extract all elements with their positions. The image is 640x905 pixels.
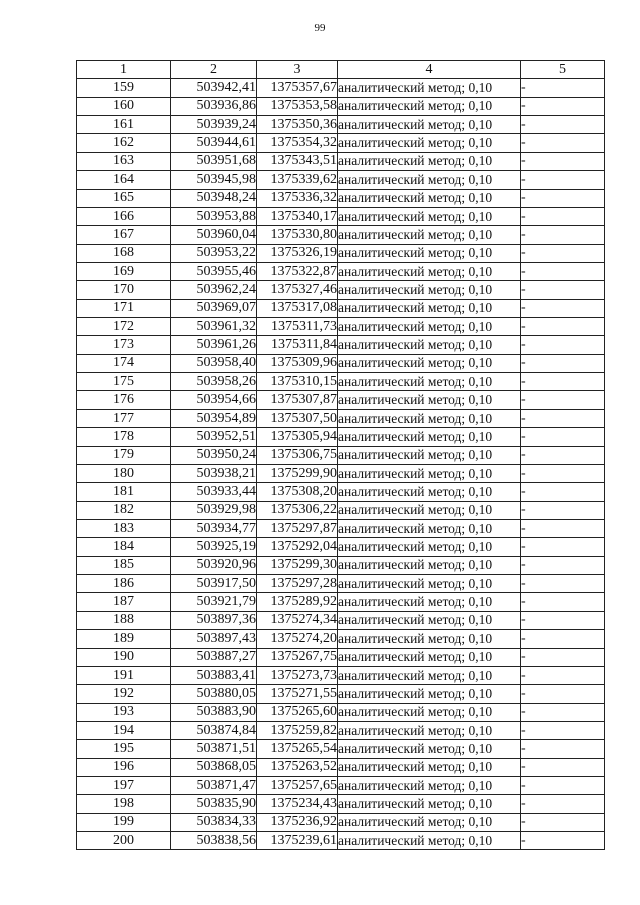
y-coordinate-cell: 1375299,30 xyxy=(257,556,338,574)
y-coordinate-cell: 1375326,19 xyxy=(257,244,338,262)
x-coordinate-cell: 503961,32 xyxy=(171,318,257,336)
note-cell: - xyxy=(521,354,605,372)
note-cell: - xyxy=(521,97,605,115)
note-cell: - xyxy=(521,611,605,629)
point-number-cell: 187 xyxy=(77,593,171,611)
x-coordinate-cell: 503962,24 xyxy=(171,281,257,299)
y-coordinate-cell: 1375265,54 xyxy=(257,740,338,758)
note-cell: - xyxy=(521,391,605,409)
point-number-cell: 167 xyxy=(77,226,171,244)
point-number-cell: 192 xyxy=(77,685,171,703)
point-number-cell: 165 xyxy=(77,189,171,207)
table-row xyxy=(77,134,605,152)
y-coordinate-cell: 1375311,84 xyxy=(257,336,338,354)
note-cell: - xyxy=(521,666,605,684)
note-cell: - xyxy=(521,630,605,648)
note-cell: - xyxy=(521,703,605,721)
method-cell: аналитический метод; 0,10 xyxy=(338,593,521,611)
table-row xyxy=(77,832,605,850)
point-number-cell: 181 xyxy=(77,483,171,501)
y-coordinate-cell: 1375234,43 xyxy=(257,795,338,813)
x-coordinate-cell: 503874,84 xyxy=(171,721,257,739)
point-number-cell: 190 xyxy=(77,648,171,666)
point-number-cell: 185 xyxy=(77,556,171,574)
x-coordinate-cell: 503897,43 xyxy=(171,630,257,648)
y-coordinate-cell: 1375239,61 xyxy=(257,832,338,850)
table-row xyxy=(77,446,605,464)
table-row xyxy=(77,501,605,519)
point-number-cell: 196 xyxy=(77,758,171,776)
method-cell: аналитический метод; 0,10 xyxy=(338,336,521,354)
table-row xyxy=(77,244,605,262)
method-cell: аналитический метод; 0,10 xyxy=(338,740,521,758)
method-cell: аналитический метод; 0,10 xyxy=(338,721,521,739)
y-coordinate-cell: 1375265,60 xyxy=(257,703,338,721)
method-cell: аналитический метод; 0,10 xyxy=(338,281,521,299)
x-coordinate-cell: 503958,26 xyxy=(171,373,257,391)
x-coordinate-cell: 503939,24 xyxy=(171,116,257,134)
y-coordinate-cell: 1375330,80 xyxy=(257,226,338,244)
point-number-cell: 199 xyxy=(77,813,171,831)
table-row xyxy=(77,740,605,758)
note-cell: - xyxy=(521,777,605,795)
note-cell: - xyxy=(521,446,605,464)
point-number-cell: 198 xyxy=(77,795,171,813)
table-row xyxy=(77,777,605,795)
table-row xyxy=(77,538,605,556)
table-row xyxy=(77,171,605,189)
point-number-cell: 162 xyxy=(77,134,171,152)
y-coordinate-cell: 1375274,34 xyxy=(257,611,338,629)
x-coordinate-cell: 503942,41 xyxy=(171,79,257,97)
y-coordinate-cell: 1375292,04 xyxy=(257,538,338,556)
x-coordinate-cell: 503948,24 xyxy=(171,189,257,207)
note-cell: - xyxy=(521,171,605,189)
note-cell: - xyxy=(521,832,605,850)
note-cell: - xyxy=(521,244,605,262)
point-number-cell: 180 xyxy=(77,464,171,482)
y-coordinate-cell: 1375354,32 xyxy=(257,134,338,152)
table-row xyxy=(77,813,605,831)
table-row xyxy=(77,685,605,703)
point-number-cell: 169 xyxy=(77,262,171,280)
table-row xyxy=(77,262,605,280)
note-cell: - xyxy=(521,538,605,556)
y-coordinate-cell: 1375317,08 xyxy=(257,299,338,317)
y-coordinate-cell: 1375306,22 xyxy=(257,501,338,519)
point-number-cell: 172 xyxy=(77,318,171,336)
point-number-cell: 194 xyxy=(77,721,171,739)
point-number-cell: 179 xyxy=(77,446,171,464)
note-cell: - xyxy=(521,519,605,537)
point-number-cell: 197 xyxy=(77,777,171,795)
x-coordinate-cell: 503838,56 xyxy=(171,832,257,850)
point-number-cell: 166 xyxy=(77,207,171,225)
x-coordinate-cell: 503871,47 xyxy=(171,777,257,795)
note-cell: - xyxy=(521,281,605,299)
note-cell: - xyxy=(521,501,605,519)
note-cell: - xyxy=(521,556,605,574)
y-coordinate-cell: 1375339,62 xyxy=(257,171,338,189)
column-header: 4 xyxy=(338,61,521,79)
method-cell: аналитический метод; 0,10 xyxy=(338,575,521,593)
table-row xyxy=(77,758,605,776)
x-coordinate-cell: 503969,07 xyxy=(171,299,257,317)
method-cell: аналитический метод; 0,10 xyxy=(338,703,521,721)
table-body xyxy=(77,79,605,850)
y-coordinate-cell: 1375306,75 xyxy=(257,446,338,464)
method-cell: аналитический метод; 0,10 xyxy=(338,685,521,703)
y-coordinate-cell: 1375236,92 xyxy=(257,813,338,831)
point-number-cell: 195 xyxy=(77,740,171,758)
note-cell: - xyxy=(521,336,605,354)
table-row xyxy=(77,483,605,501)
note-cell: - xyxy=(521,79,605,97)
method-cell: аналитический метод; 0,10 xyxy=(338,795,521,813)
note-cell: - xyxy=(521,593,605,611)
point-number-cell: 191 xyxy=(77,666,171,684)
table-row xyxy=(77,354,605,372)
y-coordinate-cell: 1375310,15 xyxy=(257,373,338,391)
table-row xyxy=(77,648,605,666)
point-number-cell: 160 xyxy=(77,97,171,115)
point-number-cell: 173 xyxy=(77,336,171,354)
x-coordinate-cell: 503883,41 xyxy=(171,666,257,684)
point-number-cell: 161 xyxy=(77,116,171,134)
method-cell: аналитический метод; 0,10 xyxy=(338,373,521,391)
x-coordinate-cell: 503951,68 xyxy=(171,152,257,170)
y-coordinate-cell: 1375327,46 xyxy=(257,281,338,299)
y-coordinate-cell: 1375267,75 xyxy=(257,648,338,666)
x-coordinate-cell: 503955,46 xyxy=(171,262,257,280)
y-coordinate-cell: 1375340,17 xyxy=(257,207,338,225)
y-coordinate-cell: 1375308,20 xyxy=(257,483,338,501)
method-cell: аналитический метод; 0,10 xyxy=(338,630,521,648)
note-cell: - xyxy=(521,464,605,482)
note-cell: - xyxy=(521,409,605,427)
table-row xyxy=(77,721,605,739)
y-coordinate-cell: 1375343,51 xyxy=(257,152,338,170)
point-number-cell: 176 xyxy=(77,391,171,409)
method-cell: аналитический метод; 0,10 xyxy=(338,428,521,446)
table-row xyxy=(77,189,605,207)
x-coordinate-cell: 503868,05 xyxy=(171,758,257,776)
method-cell: аналитический метод; 0,10 xyxy=(338,556,521,574)
table-row xyxy=(77,795,605,813)
method-cell: аналитический метод; 0,10 xyxy=(338,116,521,134)
table-row xyxy=(77,575,605,593)
method-cell: аналитический метод; 0,10 xyxy=(338,244,521,262)
point-number-cell: 193 xyxy=(77,703,171,721)
x-coordinate-cell: 503954,66 xyxy=(171,391,257,409)
y-coordinate-cell: 1375274,20 xyxy=(257,630,338,648)
method-cell: аналитический метод; 0,10 xyxy=(338,832,521,850)
column-header: 5 xyxy=(521,61,605,79)
x-coordinate-cell: 503920,96 xyxy=(171,556,257,574)
y-coordinate-cell: 1375263,52 xyxy=(257,758,338,776)
x-coordinate-cell: 503952,51 xyxy=(171,428,257,446)
x-coordinate-cell: 503961,26 xyxy=(171,336,257,354)
table-header-row xyxy=(77,61,605,79)
x-coordinate-cell: 503950,24 xyxy=(171,446,257,464)
y-coordinate-cell: 1375311,73 xyxy=(257,318,338,336)
point-number-cell: 159 xyxy=(77,79,171,97)
y-coordinate-cell: 1375297,28 xyxy=(257,575,338,593)
note-cell: - xyxy=(521,116,605,134)
coordinates-table xyxy=(76,60,605,850)
x-coordinate-cell: 503871,51 xyxy=(171,740,257,758)
y-coordinate-cell: 1375305,94 xyxy=(257,428,338,446)
table-row xyxy=(77,666,605,684)
x-coordinate-cell: 503887,27 xyxy=(171,648,257,666)
point-number-cell: 186 xyxy=(77,575,171,593)
y-coordinate-cell: 1375307,50 xyxy=(257,409,338,427)
method-cell: аналитический метод; 0,10 xyxy=(338,813,521,831)
x-coordinate-cell: 503953,88 xyxy=(171,207,257,225)
method-cell: аналитический метод; 0,10 xyxy=(338,97,521,115)
point-number-cell: 170 xyxy=(77,281,171,299)
point-number-cell: 164 xyxy=(77,171,171,189)
table-row xyxy=(77,428,605,446)
point-number-cell: 183 xyxy=(77,519,171,537)
method-cell: аналитический метод; 0,10 xyxy=(338,464,521,482)
x-coordinate-cell: 503897,36 xyxy=(171,611,257,629)
x-coordinate-cell: 503945,98 xyxy=(171,171,257,189)
method-cell: аналитический метод; 0,10 xyxy=(338,538,521,556)
note-cell: - xyxy=(521,152,605,170)
note-cell: - xyxy=(521,318,605,336)
x-coordinate-cell: 503953,22 xyxy=(171,244,257,262)
method-cell: аналитический метод; 0,10 xyxy=(338,483,521,501)
method-cell: аналитический метод; 0,10 xyxy=(338,262,521,280)
x-coordinate-cell: 503835,90 xyxy=(171,795,257,813)
point-number-cell: 188 xyxy=(77,611,171,629)
table-row xyxy=(77,116,605,134)
note-cell: - xyxy=(521,813,605,831)
x-coordinate-cell: 503883,90 xyxy=(171,703,257,721)
point-number-cell: 175 xyxy=(77,373,171,391)
table-row xyxy=(77,593,605,611)
point-number-cell: 177 xyxy=(77,409,171,427)
x-coordinate-cell: 503934,77 xyxy=(171,519,257,537)
note-cell: - xyxy=(521,685,605,703)
table-row xyxy=(77,409,605,427)
y-coordinate-cell: 1375322,87 xyxy=(257,262,338,280)
x-coordinate-cell: 503917,50 xyxy=(171,575,257,593)
point-number-cell: 163 xyxy=(77,152,171,170)
method-cell: аналитический метод; 0,10 xyxy=(338,226,521,244)
table-row xyxy=(77,207,605,225)
x-coordinate-cell: 503944,61 xyxy=(171,134,257,152)
table-row xyxy=(77,464,605,482)
point-number-cell: 184 xyxy=(77,538,171,556)
table-row xyxy=(77,281,605,299)
method-cell: аналитический метод; 0,10 xyxy=(338,171,521,189)
note-cell: - xyxy=(521,648,605,666)
y-coordinate-cell: 1375353,58 xyxy=(257,97,338,115)
method-cell: аналитический метод; 0,10 xyxy=(338,189,521,207)
method-cell: аналитический метод; 0,10 xyxy=(338,318,521,336)
table-row xyxy=(77,391,605,409)
note-cell: - xyxy=(521,428,605,446)
point-number-cell: 182 xyxy=(77,501,171,519)
table-row xyxy=(77,152,605,170)
x-coordinate-cell: 503880,05 xyxy=(171,685,257,703)
note-cell: - xyxy=(521,758,605,776)
point-number-cell: 168 xyxy=(77,244,171,262)
method-cell: аналитический метод; 0,10 xyxy=(338,409,521,427)
column-header: 3 xyxy=(257,61,338,79)
note-cell: - xyxy=(521,575,605,593)
method-cell: аналитический метод; 0,10 xyxy=(338,134,521,152)
y-coordinate-cell: 1375357,67 xyxy=(257,79,338,97)
point-number-cell: 189 xyxy=(77,630,171,648)
x-coordinate-cell: 503925,19 xyxy=(171,538,257,556)
method-cell: аналитический метод; 0,10 xyxy=(338,611,521,629)
y-coordinate-cell: 1375350,36 xyxy=(257,116,338,134)
note-cell: - xyxy=(521,740,605,758)
table-row xyxy=(77,299,605,317)
method-cell: аналитический метод; 0,10 xyxy=(338,446,521,464)
y-coordinate-cell: 1375299,90 xyxy=(257,464,338,482)
table-row xyxy=(77,630,605,648)
y-coordinate-cell: 1375273,73 xyxy=(257,666,338,684)
method-cell: аналитический метод; 0,10 xyxy=(338,666,521,684)
note-cell: - xyxy=(521,134,605,152)
y-coordinate-cell: 1375297,87 xyxy=(257,519,338,537)
table-row xyxy=(77,226,605,244)
y-coordinate-cell: 1375307,87 xyxy=(257,391,338,409)
method-cell: аналитический метод; 0,10 xyxy=(338,354,521,372)
point-number-cell: 171 xyxy=(77,299,171,317)
table-row xyxy=(77,373,605,391)
y-coordinate-cell: 1375309,96 xyxy=(257,354,338,372)
method-cell: аналитический метод; 0,10 xyxy=(338,758,521,776)
point-number-cell: 178 xyxy=(77,428,171,446)
note-cell: - xyxy=(521,299,605,317)
note-cell: - xyxy=(521,262,605,280)
table-row xyxy=(77,336,605,354)
x-coordinate-cell: 503954,89 xyxy=(171,409,257,427)
table-row xyxy=(77,318,605,336)
table-row xyxy=(77,97,605,115)
method-cell: аналитический метод; 0,10 xyxy=(338,777,521,795)
y-coordinate-cell: 1375336,32 xyxy=(257,189,338,207)
column-header: 2 xyxy=(171,61,257,79)
table-row xyxy=(77,703,605,721)
method-cell: аналитический метод; 0,10 xyxy=(338,648,521,666)
method-cell: аналитический метод; 0,10 xyxy=(338,207,521,225)
x-coordinate-cell: 503834,33 xyxy=(171,813,257,831)
table-row xyxy=(77,556,605,574)
table-row xyxy=(77,611,605,629)
y-coordinate-cell: 1375289,92 xyxy=(257,593,338,611)
method-cell: аналитический метод; 0,10 xyxy=(338,79,521,97)
note-cell: - xyxy=(521,226,605,244)
note-cell: - xyxy=(521,373,605,391)
column-header: 1 xyxy=(77,61,171,79)
note-cell: - xyxy=(521,795,605,813)
x-coordinate-cell: 503921,79 xyxy=(171,593,257,611)
note-cell: - xyxy=(521,207,605,225)
note-cell: - xyxy=(521,483,605,501)
method-cell: аналитический метод; 0,10 xyxy=(338,299,521,317)
x-coordinate-cell: 503929,98 xyxy=(171,501,257,519)
x-coordinate-cell: 503960,04 xyxy=(171,226,257,244)
point-number-cell: 200 xyxy=(77,832,171,850)
method-cell: аналитический метод; 0,10 xyxy=(338,152,521,170)
table-row xyxy=(77,519,605,537)
x-coordinate-cell: 503938,21 xyxy=(171,464,257,482)
note-cell: - xyxy=(521,721,605,739)
point-number-cell: 174 xyxy=(77,354,171,372)
method-cell: аналитический метод; 0,10 xyxy=(338,501,521,519)
x-coordinate-cell: 503936,86 xyxy=(171,97,257,115)
page-number: 99 xyxy=(314,22,326,34)
x-coordinate-cell: 503933,44 xyxy=(171,483,257,501)
y-coordinate-cell: 1375259,82 xyxy=(257,721,338,739)
method-cell: аналитический метод; 0,10 xyxy=(338,391,521,409)
y-coordinate-cell: 1375271,55 xyxy=(257,685,338,703)
note-cell: - xyxy=(521,189,605,207)
x-coordinate-cell: 503958,40 xyxy=(171,354,257,372)
y-coordinate-cell: 1375257,65 xyxy=(257,777,338,795)
method-cell: аналитический метод; 0,10 xyxy=(338,519,521,537)
table-row xyxy=(77,79,605,97)
